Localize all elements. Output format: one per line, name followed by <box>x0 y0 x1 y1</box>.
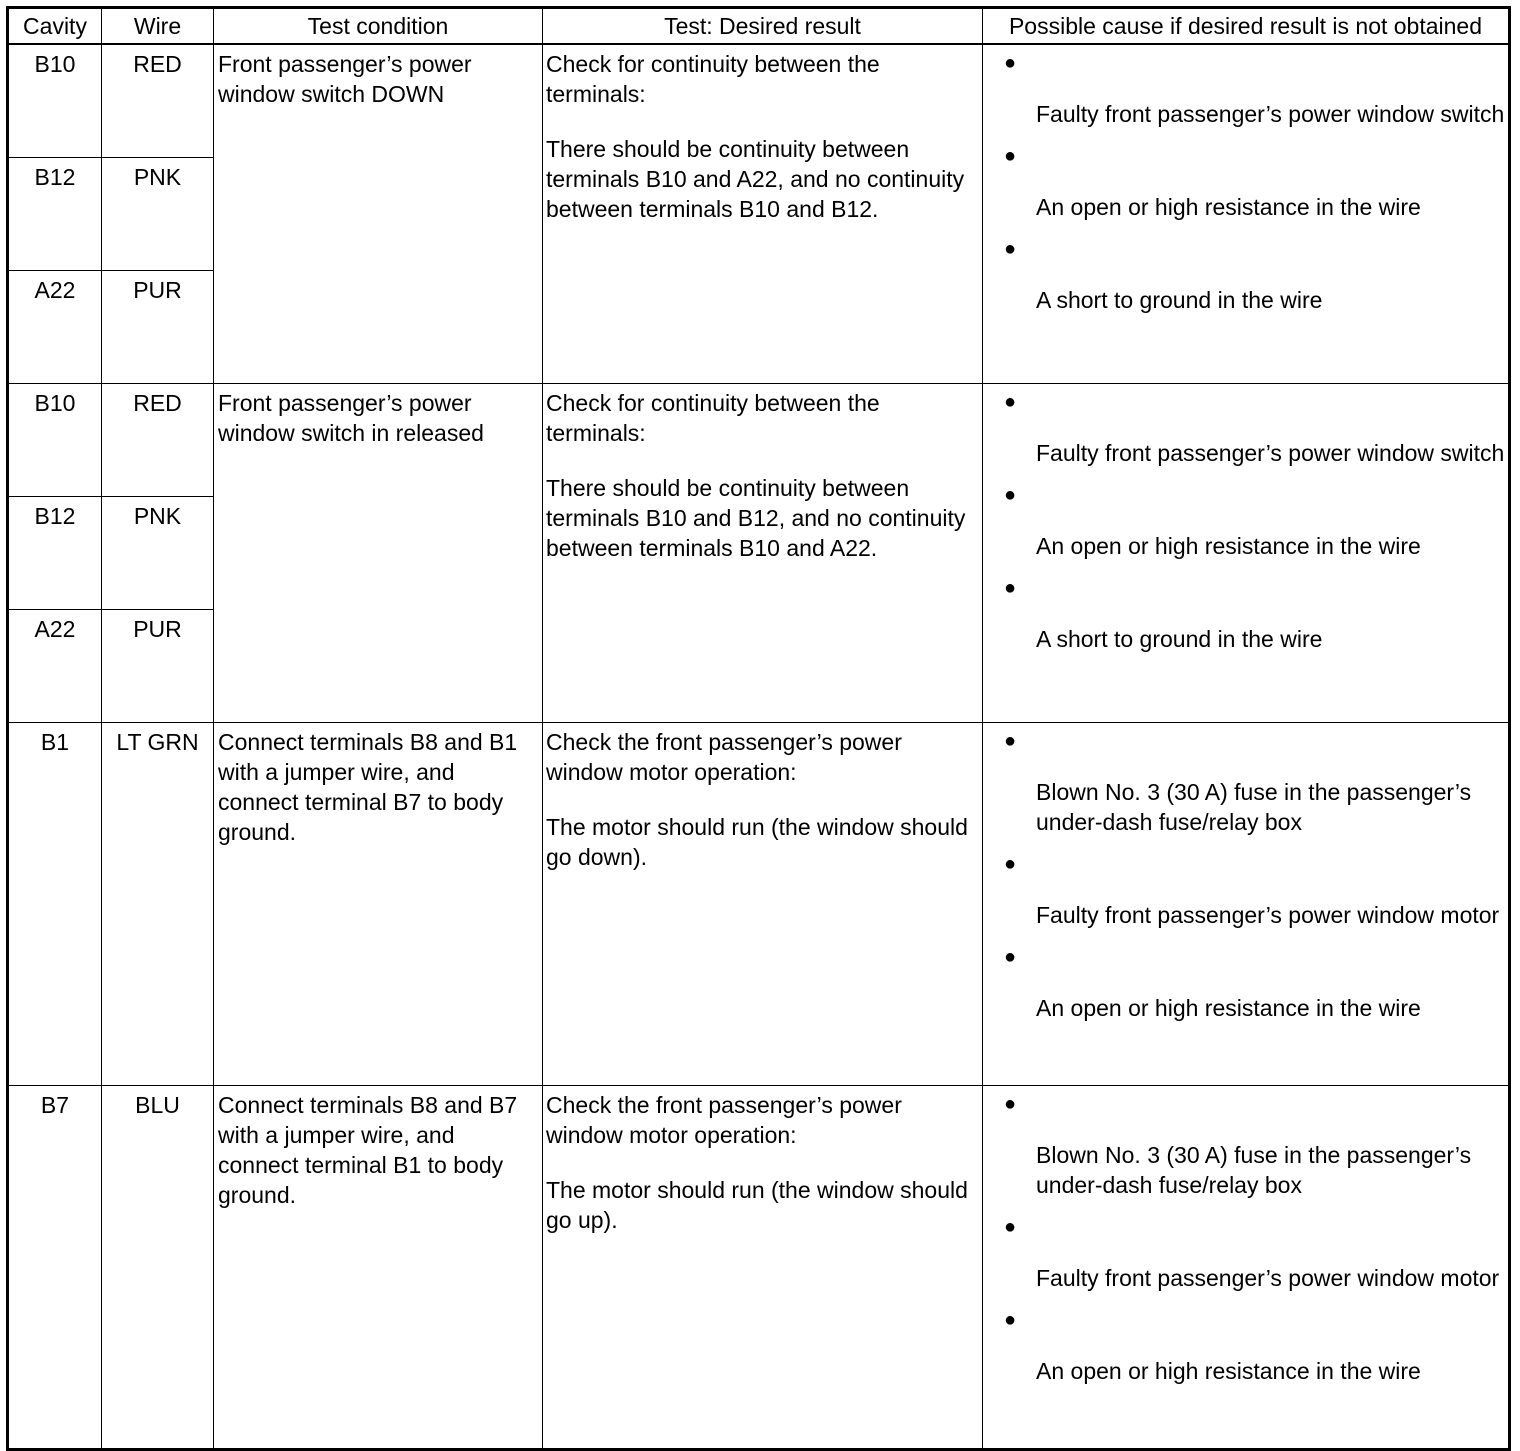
result-intro: Check the front passenger’s power window motor operation: <box>546 1092 902 1148</box>
bullet-icon: ● <box>1004 853 1017 875</box>
cause-item: ● Faulty front passenger’s power window switch <box>1004 391 1505 466</box>
bullet-icon: ● <box>1004 238 1017 260</box>
bullet-icon: ● <box>1004 52 1017 74</box>
bullet-icon: ● <box>1004 577 1017 599</box>
test-condition-cell <box>214 44 543 384</box>
cavity-cell: B10 <box>8 384 102 497</box>
bullet-icon: ● <box>1004 484 1017 506</box>
result-intro: Check for continuity between the terminals: <box>546 51 880 107</box>
wire-cell: RED <box>102 384 214 497</box>
cause-item: ● Blown No. 3 (30 A) fuse in the passenger’s under-dash fuse/relay box <box>1004 1093 1472 1198</box>
bullet-icon: ● <box>1004 391 1017 413</box>
possible-cause-cell <box>983 44 1510 384</box>
test-condition-text: Front passenger’s power window switch in released <box>218 390 484 446</box>
cause-item: ● Faulty front passenger’s power window motor <box>1004 1216 1500 1291</box>
bullet-icon: ● <box>1004 1309 1017 1331</box>
result-intro: Check the front passenger’s power window motor operation: <box>546 729 902 785</box>
cause-item: ● An open or high resistance in the wire <box>1004 946 1421 1021</box>
test-condition-text: Front passenger’s power window switch DOWN <box>218 51 472 107</box>
cause-item: ● An open or high resistance in the wire <box>1004 145 1421 220</box>
cause-item: ● A short to ground in the wire <box>1004 238 1323 313</box>
desired-result-cell <box>543 1086 983 1450</box>
header-desired-result: Test: Desired result <box>543 8 983 45</box>
header-row <box>8 8 1510 45</box>
table-row <box>8 384 1510 497</box>
table-row <box>8 44 1510 158</box>
result-detail: The motor should run (the window should go down). <box>546 814 968 870</box>
wire-cell: PUR <box>102 271 214 384</box>
cavity-cell: B12 <box>8 497 102 610</box>
bullet-icon: ● <box>1004 730 1017 752</box>
wire-cell: RED <box>102 44 214 158</box>
desired-result-cell <box>543 44 983 384</box>
result-detail: There should be continuity between terminals B10 and A22, and no continuity between terminals B10 and B12. <box>546 136 965 222</box>
test-condition-text: Connect terminals B8 and B1 with a jumper wire, and connect terminal B7 to body ground. <box>218 729 518 845</box>
wire-cell: BLU <box>102 1086 214 1450</box>
wire-cell: PNK <box>102 497 214 610</box>
cavity-cell: B7 <box>8 1086 102 1450</box>
header-test-condition: Test condition <box>214 8 543 45</box>
wire-cell: PNK <box>102 158 214 271</box>
cause-item: ● An open or high resistance in the wire <box>1004 1309 1421 1384</box>
cavity-cell: A22 <box>8 271 102 384</box>
bullet-icon: ● <box>1004 145 1017 167</box>
wire-cell: PUR <box>102 610 214 723</box>
desired-result-cell <box>543 723 983 1086</box>
cavity-cell: B1 <box>8 723 102 1086</box>
test-condition-cell <box>214 723 543 1086</box>
cause-item: ● A short to ground in the wire <box>1004 577 1323 652</box>
bullet-icon: ● <box>1004 1216 1017 1238</box>
bullet-icon: ● <box>1004 946 1017 968</box>
table-row <box>8 1086 1510 1450</box>
cause-item: ● Blown No. 3 (30 A) fuse in the passenger’s under-dash fuse/relay box <box>1004 730 1472 835</box>
cause-item: ● An open or high resistance in the wire <box>1004 484 1421 559</box>
desired-result-cell <box>543 384 983 723</box>
cavity-cell: B10 <box>8 44 102 158</box>
test-condition-cell <box>214 384 543 723</box>
test-condition-cell <box>214 1086 543 1450</box>
possible-cause-cell <box>983 384 1510 723</box>
result-detail: There should be continuity between terminals B10 and B12, and no continuity between terminals B10 and A22. <box>546 475 966 561</box>
test-condition-text: Connect terminals B8 and B7 with a jumper wire, and connect terminal B1 to body ground. <box>218 1092 518 1208</box>
possible-cause-cell <box>983 723 1510 1086</box>
wire-cell: LT GRN <box>102 723 214 1086</box>
result-intro: Check for continuity between the terminals: <box>546 390 880 446</box>
cavity-cell: B12 <box>8 158 102 271</box>
table-row <box>8 723 1510 1086</box>
test-table <box>6 6 1511 1451</box>
possible-cause-cell <box>983 1086 1510 1450</box>
bullet-icon: ● <box>1004 1093 1017 1115</box>
header-possible-cause: Possible cause if desired result is not obtained <box>983 8 1510 45</box>
cause-item: ● Faulty front passenger’s power window motor <box>1004 853 1500 928</box>
cavity-cell: A22 <box>8 610 102 723</box>
header-wire: Wire <box>102 8 214 45</box>
header-cavity: Cavity <box>8 8 102 45</box>
result-detail: The motor should run (the window should go up). <box>546 1177 968 1233</box>
cause-item: ● Faulty front passenger’s power window switch <box>1004 52 1505 127</box>
